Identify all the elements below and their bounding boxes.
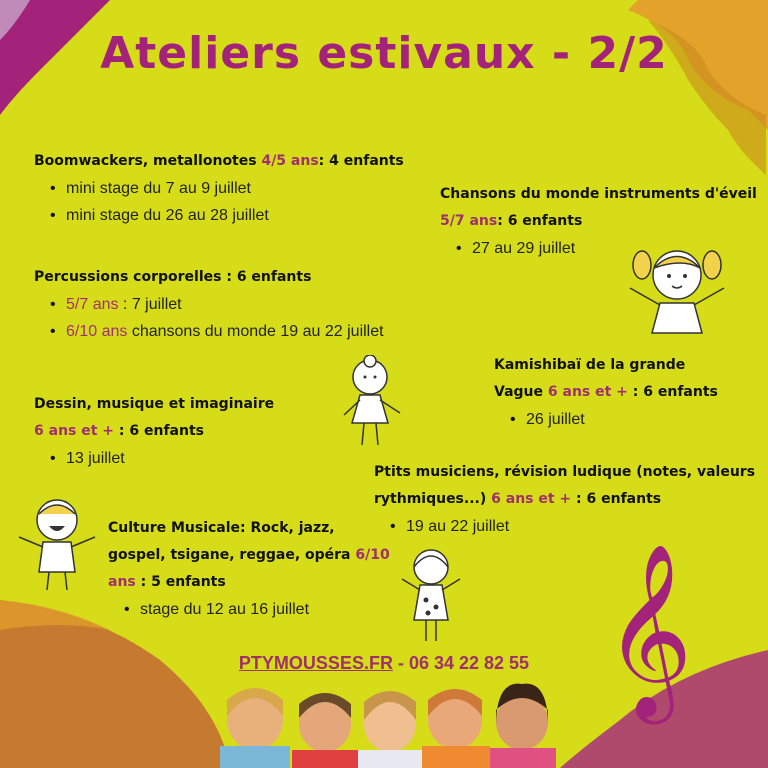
girl-polkadot-illustration [398,545,464,643]
list-item: • stage du 12 au 16 juillet [108,596,408,623]
page-title: Ateliers estivaux - 2/2 [100,28,668,79]
child-count: : 6 enfants [632,384,718,400]
phone-number: - 06 34 22 82 55 [392,653,530,673]
item-text: chansons du monde 19 au 22 juillet [127,323,384,340]
activity-heading: Culture Musicale: Rock, jazz, [108,520,335,536]
age-range: 6 ans et + [547,384,628,400]
date-list [108,596,408,623]
child-count: : 6 enfants [118,423,204,439]
list-item: • 19 au 22 juillet [374,513,764,540]
date-list [494,406,754,433]
activity-name-cont: Vague [494,384,543,400]
corner-shape-top-right [618,0,768,180]
activity-name: Boomwackers, metallonotes [34,153,257,169]
activity-kamishibai [494,352,754,433]
treble-clef-icon: 𝄞 [604,543,693,717]
child-count: : 5 enfants [140,574,226,590]
activity-dessin [34,391,334,472]
activity-heading [34,148,434,175]
activity-percussions [34,264,474,345]
activity-boomwackers [34,148,434,229]
child-count: : 4 enfants [318,153,404,169]
age-range: 5/7 ans [440,213,498,229]
girl-bun-illustration [338,355,408,450]
activity-heading-line2 [34,418,334,445]
list-item: • 13 juillet [34,445,334,472]
contact-footer [0,653,768,674]
age-range: 4/5 ans [261,153,319,169]
age-range: 6 ans et + [491,491,572,507]
activity-heading-line2 [440,208,760,235]
activity-heading-line2 [108,542,408,569]
activity-culture-musicale [108,515,408,623]
activity-heading: Percussions corporelles : 6 enfants [34,269,312,285]
age-range: 6 ans et + [34,423,115,439]
activity-heading: Ptits musiciens, révision ludique (notes, valeurs [374,464,756,480]
date-list [34,291,474,345]
age-range: 6/10 [355,547,390,563]
activity-heading-line2 [494,379,754,406]
activity-name-cont: gospel, tsigane, reggae, opéra [108,547,351,563]
child-count: : 6 enfants [497,213,583,229]
website-link[interactable]: PTYMOUSSES.FR [238,653,393,673]
list-item [34,318,474,345]
girl-pigtails-illustration [622,243,732,338]
list-item: • mini stage du 7 au 9 juillet [34,175,434,202]
age-range: 5/7 ans [66,296,119,313]
children-photo [210,680,570,768]
boy-laughing-illustration [15,492,100,592]
activity-heading: Dessin, musique et imaginaire [34,396,275,412]
activity-heading: Chansons du monde instruments d'éveil [440,186,757,202]
child-face [220,688,290,768]
age-range: 6/10 ans [66,323,128,340]
activity-heading-line2 [374,486,764,513]
activity-name-cont: rythmiques...) [374,491,487,507]
activity-heading: Kamishibaï de la grande [494,357,686,373]
child-count: : 6 enfants [576,491,662,507]
date-list [34,175,434,229]
item-text: : 7 juillet [118,296,182,313]
date-list [374,513,764,540]
list-item [34,291,474,318]
list-item: • mini stage du 26 au 28 juillet [34,202,434,229]
list-item: • 27 au 29 juillet [440,235,760,262]
date-list [34,445,334,472]
activity-heading-line3 [108,569,408,596]
list-item: • 26 juillet [494,406,754,433]
age-range-cont: ans [108,574,136,590]
activity-ptits-musiciens [374,459,764,540]
